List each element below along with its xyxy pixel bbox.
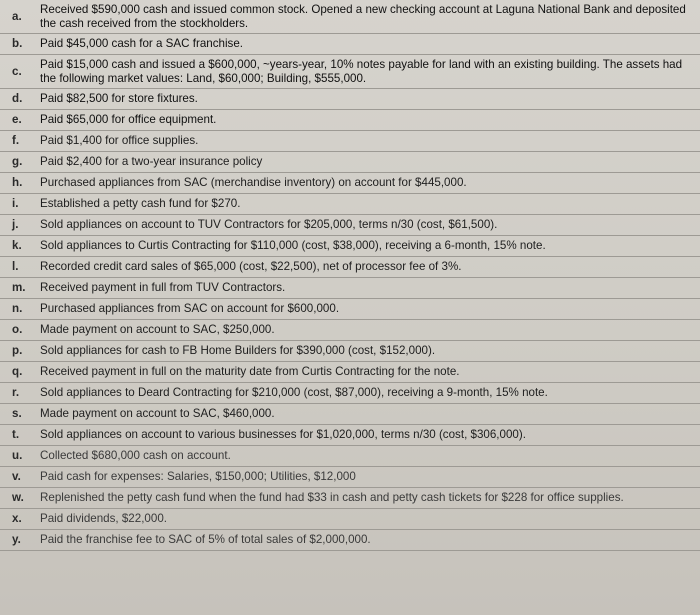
list-item <box>0 152 700 173</box>
item-text: Paid the franchise fee to SAC of 5% of total sales of $2,000,000. <box>40 533 371 546</box>
list-item <box>0 299 700 320</box>
item-text: Replenished the petty cash fund when the fund had $33 in cash and petty cash tickets for $228 for office supplies. <box>40 491 624 504</box>
list-item <box>0 362 700 383</box>
item-letter: e. <box>12 113 22 126</box>
list-item <box>0 110 700 131</box>
item-letter: o. <box>12 323 23 336</box>
list-item <box>0 215 700 236</box>
list-item <box>0 0 700 34</box>
item-letter: g. <box>12 155 23 168</box>
list-item <box>0 446 700 467</box>
item-text: Made payment on account to SAC, $250,000. <box>40 323 275 336</box>
item-text: Sold appliances to Deard Contracting for $210,000 (cost, $87,000), receiving a 9-month, 15% note. <box>40 386 548 399</box>
item-text: Made payment on account to SAC, $460,000. <box>40 407 275 420</box>
list-item <box>0 488 700 509</box>
list-item <box>0 194 700 215</box>
list-item <box>0 341 700 362</box>
list-item <box>0 278 700 299</box>
item-text: Paid $15,000 cash and issued a $600,000, ~years-year, 10% notes payable for land with an existing building. The assets had the following market values: Land, $60,000; Building, $555,000. <box>40 57 683 85</box>
item-letter: a. <box>12 9 22 23</box>
list-item <box>0 34 700 55</box>
item-text: Received $590,000 cash and issued common stock. Opened a new checking account at Laguna National Bank and deposited the cash received from the stockholders. <box>40 2 686 30</box>
item-text: Paid cash for expenses: Salaries, $150,000; Utilities, $12,000 <box>40 470 356 483</box>
item-letter: u. <box>12 449 23 462</box>
list-item <box>0 404 700 425</box>
item-letter: p. <box>12 344 23 357</box>
list-item <box>0 55 700 89</box>
item-letter: l. <box>12 260 19 273</box>
item-text: Sold appliances for cash to FB Home Builders for $390,000 (cost, $152,000). <box>40 344 436 357</box>
item-letter: b. <box>12 37 23 50</box>
item-text: Collected $680,000 cash on account. <box>40 449 231 462</box>
item-letter: k. <box>12 239 22 252</box>
list-item <box>0 509 700 530</box>
item-text: Purchased appliances from SAC (merchandise inventory) on account for $445,000. <box>40 176 467 189</box>
list-item <box>0 530 700 551</box>
item-text: Sold appliances on account to various businesses for $1,020,000, terms n/30 (cost, $306,000). <box>40 428 526 441</box>
item-letter: t. <box>12 428 20 441</box>
list-item <box>0 467 700 488</box>
item-letter: w. <box>12 491 24 504</box>
list-item <box>0 131 700 152</box>
item-letter: x. <box>12 512 22 525</box>
item-letter: d. <box>12 92 23 105</box>
item-text: Received payment in full on the maturity date from Curtis Contracting for the note. <box>40 365 460 378</box>
item-letter: r. <box>12 386 20 399</box>
list-item <box>0 257 700 278</box>
item-text: Paid $1,400 for office supplies. <box>40 134 199 147</box>
item-letter: v. <box>12 470 21 483</box>
item-text: Paid $2,400 for a two-year insurance policy <box>40 155 263 168</box>
item-letter: f. <box>12 134 20 147</box>
list-item <box>0 89 700 110</box>
item-text: Received payment in full from TUV Contractors. <box>40 281 286 294</box>
item-letter: m. <box>12 281 26 294</box>
list-item <box>0 320 700 341</box>
item-letter: q. <box>12 365 23 378</box>
item-text: Purchased appliances from SAC on account for $600,000. <box>40 302 340 315</box>
item-text: Sold appliances to Curtis Contracting for $110,000 (cost, $38,000), receiving a 6-month, 15% note. <box>40 239 546 252</box>
list-item <box>0 173 700 194</box>
item-text: Established a petty cash fund for $270. <box>40 197 241 210</box>
item-text: Paid $65,000 for office equipment. <box>40 113 217 126</box>
item-text: Recorded credit card sales of $65,000 (cost, $22,500), net of processor fee of 3%. <box>40 260 462 273</box>
item-text: Sold appliances on account to TUV Contractors for $205,000, terms n/30 (cost, $61,500). <box>40 218 498 231</box>
item-letter: s. <box>12 407 22 420</box>
item-letter: c. <box>12 64 22 78</box>
list-item <box>0 383 700 404</box>
item-letter: y. <box>12 533 21 546</box>
list-item <box>0 236 700 257</box>
list-item <box>0 425 700 446</box>
item-text: Paid $82,500 for store fixtures. <box>40 92 198 105</box>
item-text: Paid $45,000 cash for a SAC franchise. <box>40 37 244 50</box>
item-text: Paid dividends, $22,000. <box>40 512 167 525</box>
item-letter: i. <box>12 197 19 210</box>
item-letter: j. <box>12 218 19 231</box>
item-letter: n. <box>12 302 23 315</box>
item-letter: h. <box>12 176 23 189</box>
